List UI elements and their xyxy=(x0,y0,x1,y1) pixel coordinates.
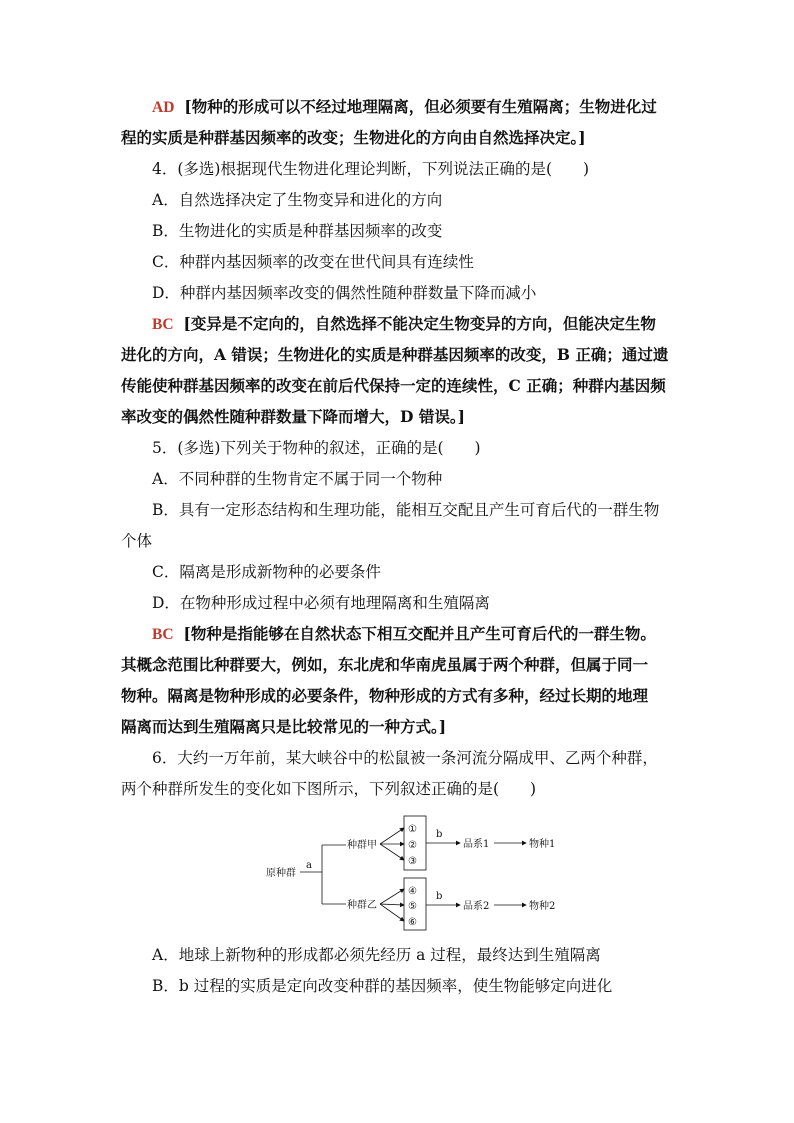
q3-explanation-1: [物种的形成可以不经过地理隔离，但必须要有生殖隔离；生物进化过 xyxy=(184,97,657,116)
origin-population-label: 原种群 xyxy=(266,868,296,879)
q3-answer-line1 xyxy=(152,97,657,118)
variation-5: ⑤ xyxy=(408,901,417,912)
q4-option-a: A．自然选择决定了生物变异和进化的方向 xyxy=(152,191,443,209)
q5-option-b-2: 个体 xyxy=(121,532,153,550)
q4-answer-line1 xyxy=(152,314,656,335)
q4-option-d: D．种群内基因频率改变的偶然性随种群数量下降而减小 xyxy=(152,284,537,302)
q4-option-c: C．种群内基因频率的改变在世代间具有连续性 xyxy=(152,253,474,271)
population-b-label: 种群乙 xyxy=(347,900,377,911)
q5-explanation-2: 其概念范围比种群要大，例如，东北虎和华南虎虽属于两个种群，但属于同一 xyxy=(121,655,649,674)
process-b-label-2: b xyxy=(436,891,443,902)
q4-stem: 4．(多选)根据现代生物进化理论判断，下列说法正确的是( ) xyxy=(152,160,590,178)
q5-option-c: C．隔离是形成新物种的必要条件 xyxy=(152,563,381,581)
process-b-label-1: b xyxy=(436,829,443,840)
strain-2-label: 品系2 xyxy=(463,901,490,912)
q5-answer-label: BC xyxy=(152,626,174,643)
variation-4: ④ xyxy=(408,886,417,897)
q4-explanation-4: 率改变的偶然性随种群数量下降而增大，D 错误。] xyxy=(121,407,465,426)
q5-answer-line1 xyxy=(152,624,656,645)
q5-explanation-1: [物种是指能够在自然状态下相互交配并且产生可育后代的一群生物。 xyxy=(183,624,656,643)
variation-3: ③ xyxy=(408,856,417,867)
q5-option-b-1: B．具有一定形态结构和生理功能，能相互交配且产生可育后代的一群生物 xyxy=(152,501,660,519)
q5-option-a: A．不同种群的生物肯定不属于同一个物种 xyxy=(152,470,443,488)
species-1-label: 物种1 xyxy=(529,839,556,850)
strain-1-label: 品系1 xyxy=(463,839,490,850)
q6-option-b: B．b 过程的实质是定向改变种群的基因频率，使生物能够定向进化 xyxy=(152,977,613,995)
species-2-label: 物种2 xyxy=(529,901,556,912)
q3-answer-label: AD xyxy=(152,99,175,116)
q4-answer-label: BC xyxy=(152,316,174,333)
q5-option-d: D．在物种形成过程中必须有地理隔离和生殖隔离 xyxy=(152,594,490,612)
q5-explanation-4: 隔离而达到生殖隔离只是比较常见的一种方式。] xyxy=(121,717,447,736)
q5-explanation-3: 物种。隔离是物种形成的必要条件，物种形成的方式有多种，经过长期的地理 xyxy=(121,686,649,705)
speciation-diagram xyxy=(264,812,604,932)
q4-explanation-2: 进化的方向，A 错误；生物进化的实质是种群基因频率的改变，B 正确；通过遗 xyxy=(121,345,669,364)
variation-6: ⑥ xyxy=(408,917,417,928)
q6-stem-1: 6．大约一万年前，某大峡谷中的松鼠被一条河流分隔成甲、乙两个种群， xyxy=(152,749,658,767)
process-a-label: a xyxy=(306,860,312,871)
variation-1: ① xyxy=(408,824,417,835)
variation-2: ② xyxy=(408,840,417,851)
population-a-label: 种群甲 xyxy=(347,840,377,851)
q6-stem-2: 两个种群所发生的变化如下图所示，下列叙述正确的是( ) xyxy=(121,780,537,798)
q4-explanation-3: 传能使种群基因频率的改变在前后代保持一定的连续性，C 正确；种群内基因频 xyxy=(121,376,666,395)
q5-stem: 5．(多选)下列关于物种的叙述，正确的是( ) xyxy=(152,439,481,457)
q4-option-b: B．生物进化的实质是种群基因频率的改变 xyxy=(152,222,443,240)
q6-option-a: A．地球上新物种的形成都必须先经历 a 过程，最终达到生殖隔离 xyxy=(152,946,601,964)
q4-explanation-1: [变异是不定向的，自然选择不能决定生物变异的方向，但能决定生物 xyxy=(183,314,656,333)
q3-explanation-2: 程的实质是种群基因频率的改变；生物进化的方向由自然选择决定。] xyxy=(121,128,586,147)
